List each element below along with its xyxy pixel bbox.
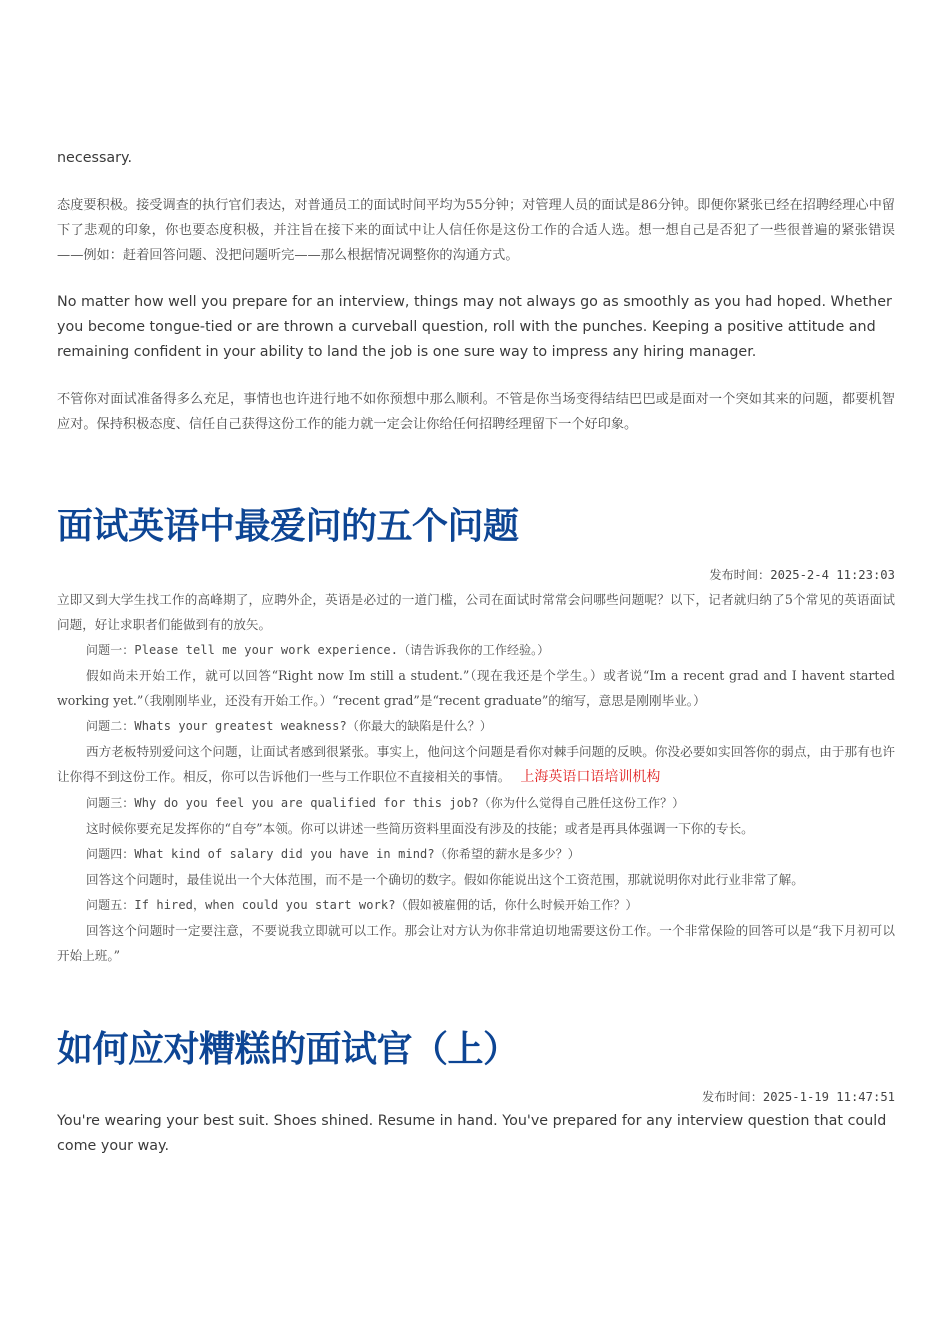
article-title-five-questions: 面试英语中最爱问的五个问题 — [57, 506, 519, 547]
article-lead: 立即又到大学生找工作的高峰期了，应聘外企，英语是必过的一道门槛，公司在面试时常常会问哪些问题呢？以下，记者就归纳了5个常见的英语面试问题，好让求职者们能做到有的放矢。 — [57, 592, 895, 632]
question-4: 问题四：What kind of salary did you have in mind?（你希望的薪水是多少？） — [86, 847, 580, 861]
publish-date: 发布时间：2025-2-4 11:23:03 — [709, 568, 895, 582]
question-3: 问题三：Why do you feel you are qualified for this job?（你为什么觉得自己胜任这份工作？） — [86, 796, 685, 810]
answer-2: 西方老板特别爱问这个问题，让面试者感到很紧张。事实上，他问这个问题是看你对棘手问题的反映。你没必要如实回答你的弱点，由于那有也许让你得不到这份工作。相反，你可以告诉他们一些与工作职位不直接相关的事情。 上海英语口语培训机构 — [57, 744, 895, 785]
answer-1: 假如尚未开始工作，就可以回答“Right now Im still a student.”（现在我还是个学生。）或者说“Im a recent grad and I havent started working yet.”（我刚刚毕业，还没有开始工作。）“recent grad”是“recent graduate”的缩写，意思是刚刚毕业。） — [57, 668, 895, 708]
question-5: 问题五：If hired，when could you start work?（假如被雇佣的话，你什么时候开始工作？） — [86, 898, 638, 912]
intro-necessary: necessary. — [57, 150, 133, 166]
answer-4: 回答这个问题时，最佳说出一个大体范围，而不是一个确切的数字。假如你能说出这个工资范围，那就说明你对此行业非常了解。 — [86, 872, 804, 887]
question-1: 问题一：Please tell me your work experience.（请告诉我你的工作经验。） — [86, 643, 550, 657]
training-institute-link[interactable]: 上海英语口语培训机构 — [520, 769, 661, 785]
article-title-bad-interviewer: 如何应对糟糕的面试官（上） — [57, 1029, 519, 1070]
publish-date: 发布时间：2025-1-19 11:47:51 — [701, 1090, 895, 1104]
intro-paragraph-cn-1: 态度要积极。接受调查的执行官们表达，对普通员工的面试时间平均为55分钟；对管理人员的面试是86分钟。即便你紧张已经在招聘经理心中留下了悲观的印象，你也要态度积极，并注旨在接下来的面试中让人信任你是这份工作的合适人选。想一想自己是否犯了一些很普遍的紧张错误——例如：赶着回答问题、没把问题听完——那么根据情况调整你的沟通方式。 — [57, 198, 895, 263]
answer-3: 这时候你要充足发挥你的“自夸”本领。你可以讲述一些简历资料里面没有涉及的技能；或者是再具体强调一下你的专长。 — [86, 821, 754, 836]
intro-paragraph-en: No matter how well you prepare for an interview, things may not always go as smoothly as you had hoped. Whether you become tongue-tied or are thrown a curveball question, roll with the punches. Keeping a positive attitude and remaining confident in your ability to land the job is one sure way to impress any hiring manager. — [57, 294, 892, 360]
article-paragraph-en: You're wearing your best suit. Shoes shined. Resume in hand. You've prepared for any interview question that could come your way. — [57, 1113, 887, 1154]
answer-5: 回答这个问题时一定要注意，不要说我立即就可以工作。那会让对方认为你非常迫切地需要这份工作。一个非常保险的回答可以是“我下月初可以开始上班。” — [57, 923, 895, 963]
question-2: 问题二：Whats your greatest weakness?（你最大的缺陷是什么？） — [86, 719, 493, 733]
intro-paragraph-cn-2: 不管你对面试准备得多么充足，事情也也许进行地不如你预想中那么顺利。不管是你当场变得结结巴巴或是面对一个突如其来的问题，都要机智应对。保持积极态度、信任自己获得这份工作的能力就一定会让你给任何招聘经理留下一个好印象。 — [57, 392, 895, 432]
article-body-five-questions — [57, 587, 895, 968]
